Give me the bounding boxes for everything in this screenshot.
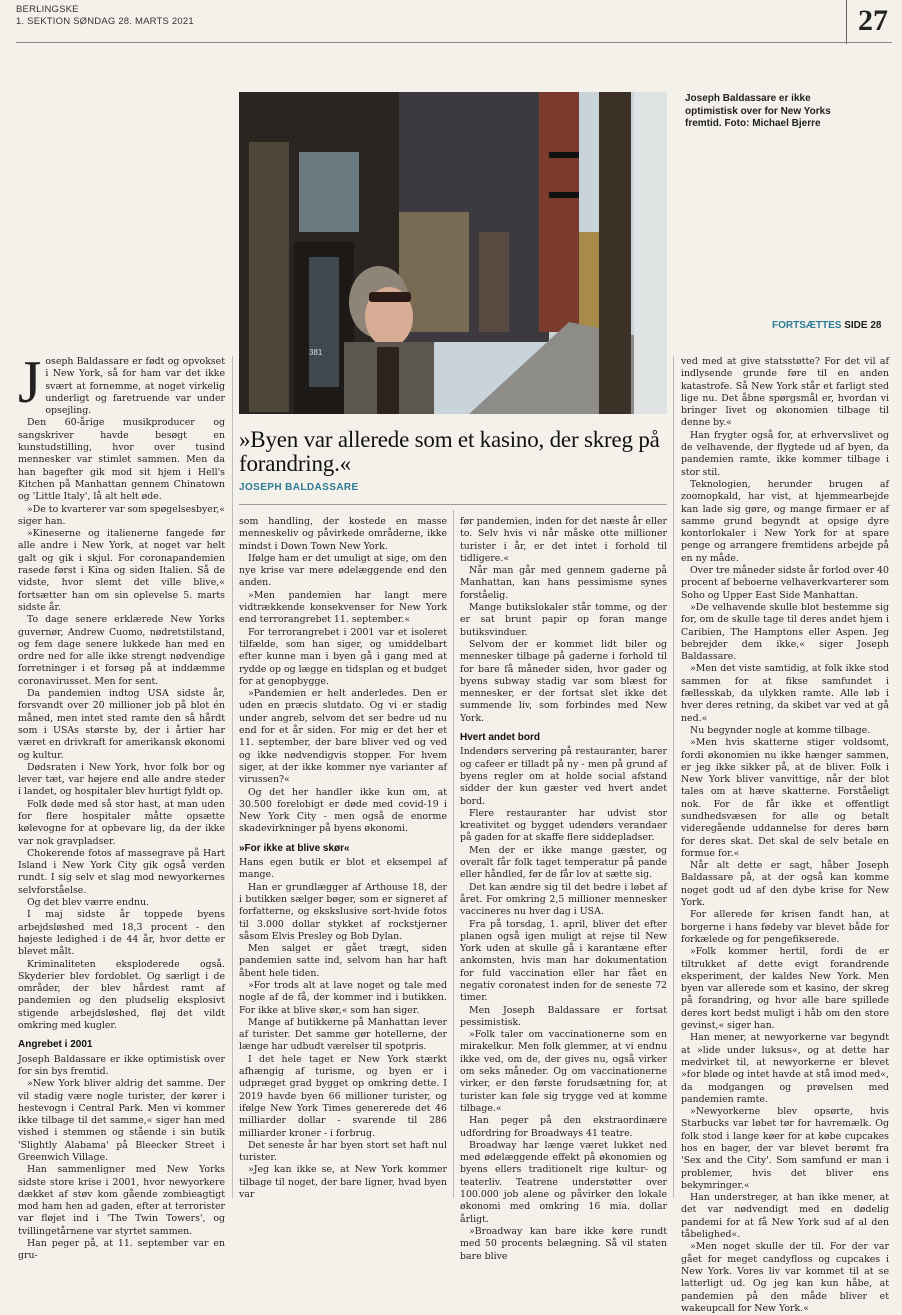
subheading: Hvert andet bord <box>460 732 541 744</box>
paragraph: Han frygter også for, at erhvervslivet og de velhavende, der flygtede ud af byen, da pandemien ramte, ikke kommer tilbage i stor stil. <box>681 429 889 478</box>
column-divider <box>673 356 674 1198</box>
paragraph: »Folk kommer hertil, fordi de er tiltrukket af dette evigt forandrende eksperiment, der kaldes New York. Men byen var allerede som et kasino, der skreg på forandring, og hvor alle bare spillede deres kort bedst muligt i håb om den store gevinst,« siger han. <box>681 946 889 1032</box>
paragraph: »Kineserne og italienerne fangede før alle andre i New York, at noget var helt galt og gik i skjul. For coronapandemien rasede først i Kina og siden Italien. Så de vidste, hvor slemt det ville blive,« fortsætter han om sin oplevelse 5. marts sidste år. <box>18 528 225 613</box>
paragraph: som handling, der kostede en masse menneskeliv og påvirkede områderne, ikke mindst i Down Town New York. <box>239 516 447 552</box>
subheading: Angrebet i 2001 <box>18 1039 93 1051</box>
paragraph: Joseph Baldassare er ikke optimistisk over for sin bys fremtid. <box>18 1053 225 1077</box>
paragraph: Han mener, at newyorkerne var begyndt at »lide under luksus«, og at dette har medvirket til, at newyorkerne er blevet »for bløde og intet havde at stå imod med«, da modgangen og prøvelsen med pandemien ramte. <box>681 1032 889 1105</box>
paragraph: For terrorangrebet i 2001 var et isoleret tilfælde, som han siger, og umiddelbart efter kunne man i byen gå i gang med at rydde op og lægge en tidsplan og et budget for at genopbygge. <box>239 626 447 687</box>
paragraph: før pandemien, inden for det næste år eller to. Selv hvis vi når måske otte millioner turister i år, er det intet i forhold til tidligere.« <box>460 516 667 564</box>
paragraph: »For trods alt at lave noget og tale med nogle af de få, der kommer ind i butikken. For ikke at blive skør,« som han siger. <box>239 979 447 1016</box>
paragraph: Teknologien, herunder brugen af zoomopkald, har vist, at hjemmearbejde kan lade sig gøre, og mange firmaer er af samme grund begyndt at opsige dyre kontorlokaler i New York for at spare penge og arrangere fremtidens arbejde på en ny måde. <box>681 478 889 564</box>
paragraph: »Men det viste samtidig, at folk ikke stod sammen for at fikse samfundet i fællesskab, da ulykken ramte. Alle løb i hver deres retning, da skibet var ved at gå ned.« <box>681 663 889 724</box>
paragraph: Da pandemien indtog USA sidste år, forsvandt over 20 millioner job på blot én måned, men intet sted ramte den så hårdt som i USAs største by, der i årtier har været en drivkraft for amerikansk økonomi og kultur. <box>18 688 225 761</box>
paragraph: Chokerende fotos af massegrave på Hart Island i New York City gik også verden rundt. I sig selv et slag mod newyorkernes selvforståelse. <box>18 847 225 896</box>
paragraph: Når man går med gennem gaderne på Manhattan, kan hans pessimisme synes forståelig. <box>460 565 667 601</box>
paragraph: »Newyorkerne blev opsørte, hvis Starbucks var løbet tør for havremælk. Og folk stod i lange køer for at købe cupcakes hos en bager, der var blevet berømt fra 'Sex and the City'. Som samfund er man i problemer, hvis det bliver ens bekymringer.« <box>681 1106 889 1191</box>
pull-quote-rule <box>239 504 667 505</box>
continued-note <box>772 320 881 331</box>
paragraph: Broadway har længe været lukket ned med ødelæggende effekt på økonomien og byens ellers traditionelt rige kultur- og teaterliv. Teatrene understøtter over 100.000 job alene og påvirker den lokale økonomi med omkring 16 mia. dollar årligt. <box>460 1139 667 1225</box>
top-rule <box>16 42 892 43</box>
paragraph: Fra på torsdag, 1. april, bliver det efter planen også igen muligt at rejse til New York uden at skulle gå i karantæne efter ankomsten, hvis man har dokumentation for fuld vaccination eller har fået en negativ coronatest inden for de seneste 72 timer. <box>460 918 667 1004</box>
paragraph: »New York bliver aldrig det samme. Der vil stadig være nogle turister, der kører i hestevogn i Central Park. Men vi kommer ikke tilbage til det samme,« siger han med vished i stemmen og stående i sin butik 'Slightly Alabama' på Bleecker Street i Greenwich Village. <box>18 1078 225 1163</box>
photo-caption: Joseph Baldassare er ikke optimistisk over for New Yorks fremtid. Foto: Michael Bjerre <box>685 93 831 129</box>
column-divider <box>453 510 454 1198</box>
paragraph: Det kan ændre sig til det bedre i løbet af året. For omkring 2,5 millioner mennesker vaccineres nu hver dag i USA. <box>460 881 667 918</box>
article-column-2 <box>239 516 447 1201</box>
paragraph: Mange af butikkerne på Manhattan lever af turister. Det samme gør hotellerne, der længe har udbudt værelser til spotpris. <box>239 1016 447 1053</box>
paragraph: »Broadway kan bare ikke køre rundt med 50 procents belægning. Så vil staten bare blive <box>460 1225 667 1262</box>
paragraph: Nu begynder nogle at komme tilbage. <box>690 724 871 736</box>
door-number: 381 <box>309 348 323 357</box>
paragraph: Men Joseph Baldassare er fortsat pessimistisk. <box>460 1004 667 1028</box>
paragraph: To dage senere erklærede New Yorks guvernør, Andrew Cuomo, nødretstilstand, og fem dage senere lukkede han med en ordre ned for alle ikke strengt nødvendige forretninger i et forsøg på at inddæmme coronavirusset. Men for sent. <box>18 614 225 687</box>
paragraph: Hans egen butik er blot et eksempel af mange. <box>239 857 447 881</box>
paragraph: Han er grundlægger af Arthouse 18, der i butikken sælger bøger, som er signeret af forfatterne, og ekskslusive sort-hvide fotos til 3.000 dollar stykket af rockstjerner såsom Elvis Presley og Bob Dylan. <box>239 881 447 942</box>
paragraph: Dødsraten i New York, hvor folk bor og lever tæt, var højere end alle andre steder i landet, og hospitaler blev hurtigt fyldt op. <box>18 761 225 798</box>
article-column-3 <box>460 516 667 1262</box>
paragraph: »Men noget skulle der til. For der var gået for meget candyfloss og cupcakes i New York. Vores liv var kommet til at se latterligt ud. Og jeg kan kun håbe, at pandemien på den måde bliver et wakeupcall for New York.« <box>681 1241 889 1314</box>
page-number: 27 <box>858 4 888 37</box>
paragraph: Han peger på den ekstraordinære udfordring for Broadways 41 teatre. <box>460 1115 667 1139</box>
paragraph: »Men hvis skatterne stiger voldsomt, fordi økonomien nu ikke hænger sammen, er jeg ikke sikker på, at de bliver. Folk i New York bliver vanvittige, når der blot tales om at hæve skatterne. Forståeligt nok. For de får ikke et offentligt sundhedsvæsen for alle og betalt videregående uddannelse for deres børn for deres skat. Det skal de selv betale en formue for.« <box>681 737 889 859</box>
column-divider <box>232 356 233 1198</box>
paragraph: »Jeg kan ikke se, at New York kommer tilbage til noget, der bare ligner, hvad byen var <box>239 1164 447 1201</box>
article-column-1 <box>18 349 225 1262</box>
paper-name: BERLINGSKE <box>16 4 79 15</box>
paragraph: Men der er ikke mange gæster, og overalt får folk taget temperatur på pande eller håndled, før de får lov at sætte sig. <box>460 844 667 881</box>
paragraph: Ifølge ham er det umuligt at sige, om den nye krise var mere ødelæggende end den anden. <box>239 552 447 589</box>
paragraph: Den 60-årige musikproducer og sangskriver havde besøgt en kunstudstilling, hvor over tusind mennesker var stimlet sammen. Men da han bagefter gik mod sit hjem i Hell's Kitchen på Manhattan gennem Chinatown og 'Little Italy', lå alt helt øde. <box>18 417 225 503</box>
paragraph: Og det blev værre endnu. <box>27 897 150 909</box>
pull-quote: »Byen var allerede som et kasino, der skreg på forandring.« <box>239 427 660 476</box>
drop-cap: J <box>18 349 42 415</box>
paragraph: I maj sidste år toppede byens arbejdsløshed med 18,3 procent - den højeste ledighed i de 44 år, hvor dette er blevet målt. <box>18 909 225 958</box>
paragraph: »De to kvarterer var som spøgelsesbyer,« siger han. <box>18 503 225 527</box>
paragraph: Selvom der er kommet lidt biler og mennesker tilbage på gaderne i forhold til for bare få måneder siden, hvor gader og byens subway stadig var som blæst for mennesker, er der fortsat slet ikke det summende liv, som forbindes med New York. <box>460 638 667 724</box>
continued-ref: SIDE 28 <box>844 320 882 331</box>
paragraph: Det seneste år har byen stort set haft nul turister. <box>239 1139 447 1164</box>
paragraph: »Men pandemien har langt mere vidtrækkende konsekvenser for New York end terrorangrebet 11. september.« <box>239 589 447 626</box>
paragraph: Han peger på, at 11. september var en gru- <box>18 1238 225 1262</box>
paragraph: »Pandemien er helt anderledes. Den er uden en præcis slutdato. Og vi er stadig under angreb, selvom det ser bedre ud nu end for et år siden. For mig er det her et 11. september, der bare bliver ved og ved og ikke nødvendigvis stopper. For hvem siger, at der ikke kommer nye varianter af virussen?« <box>239 688 447 786</box>
paragraph: Når alt dette er sagt, håber Joseph Baldassare på, at der også kan komme noget godt ud af den dybe krise for New York. <box>681 860 889 909</box>
article-column-4 <box>681 356 889 1314</box>
paragraph: »Folk taler om vaccinationerne som en mirakelkur. Men folk glemmer, at vi endnu ikke ved, om de, der gives nu, også virker om seks måneder. Og om vaccinationerne virker, er den første forudsætning for, at turister kan føle sig trygge ved at komme tilbage.« <box>460 1029 667 1114</box>
continued-label: FORTSÆTTES <box>772 320 842 331</box>
paragraph: For allerede før krisen fandt han, at borgerne i hans fødeby var blevet både for forkælede og for pengefikserede. <box>681 909 889 945</box>
masthead <box>16 4 194 28</box>
paragraph: oseph Baldassare er født og opvokset i New York, så for ham var det ikke svært at fornemme, at noget virkelig underligt og faretruende var under opsejling. <box>45 356 225 417</box>
page-number-divider <box>846 0 847 44</box>
paragraph: Han understreger, at han ikke mener, at det var nødvendigt med en dødelig pandemi for at få New York sud af al den tåbelighed«. <box>681 1192 889 1241</box>
paragraph: Folk døde med så stor hast, at man uden for flere hospitaler måtte opsætte kølevogne for at opbevare lig, da der ikke var nok gravpladser. <box>18 798 225 847</box>
article-photo <box>239 92 667 414</box>
paragraph: Mange butikslokaler står tomme, og der er sat brunt papir op foran mange butiksvinduer. <box>460 602 667 638</box>
subheading: »For ikke at blive skør« <box>239 842 350 854</box>
paragraph: Flere restauranter har udvist stor kreativitet og bygget udendørs verandaer på gaden for at skaffe flere siddepladser. <box>460 807 667 844</box>
paragraph: Han sammenligner med New Yorks sidste store krise i 2001, hvor newyorkere dækket af støv kom gående zombieagtigt mod ham hen ad gaden, efter at terrorister var fløjet ind i 'The Twin Towers', og tvillingetårnene var styrtet sammen. <box>18 1164 225 1237</box>
paragraph: I det hele taget er New York stærkt afhængig af turisme, og byen er i udpræget grad bygget op omkring dette. I 2019 havde byen 66 millioner turister, og ifølge New York Times genererede det 46 milliarder dollar - svarende til 286 milliarder kroner - i forbrug. <box>239 1053 447 1139</box>
paragraph: Over tre måneder sidste år forlod over 40 procent af beboerne velhaverkvarterer som Soho og Upper East Side Manhattan. <box>681 565 889 601</box>
paragraph: ved med at give statsstøtte? For det vil af indlysende grunde føre til en anden katastrofe. Så New York står et farligt sted lige nu. Det åbne spørgsmål er, hvordan vi bringer livet og økonomien tilbage til denne by.« <box>681 356 889 429</box>
pull-quote-attribution: JOSEPH BALDASSARE <box>239 482 359 493</box>
paragraph: Kriminaliteten eksploderede også. Skyderier blev fordoblet. Og særligt i de områder, der blev hårdest ramt af pandemien og den pludselig eksplosivt stigende arbejdsløshed, fløj det vildt omkring med kugler. <box>18 958 225 1032</box>
paragraph: Men salget er gået trægt, siden pandemien satte ind, selvom han har haft åbent hele tiden. <box>239 943 447 979</box>
section-date: 1. SEKTION SØNDAG 28. MARTS 2021 <box>16 16 194 27</box>
paragraph: Indendørs servering på restauranter, barer og cafeer er tilladt på ny - men på grund af byens regler om at holde social afstand sidder der kun gæster ved hvert andet bord. <box>460 746 667 807</box>
paragraph: »De velhavende skulle blot bestemme sig for, om de skulle tage til deres andet hjem i Caribien, The Hamptons eller Aspen. Jeg bebrejder dem ikke,« siger Joseph Baldassare. <box>681 601 889 663</box>
paragraph: Og det her handler ikke kun om, at 30.500 forelobigt er døde med covid-19 i New York City - men også de enorme skadevirkninger på byens økonomi. <box>239 786 447 835</box>
